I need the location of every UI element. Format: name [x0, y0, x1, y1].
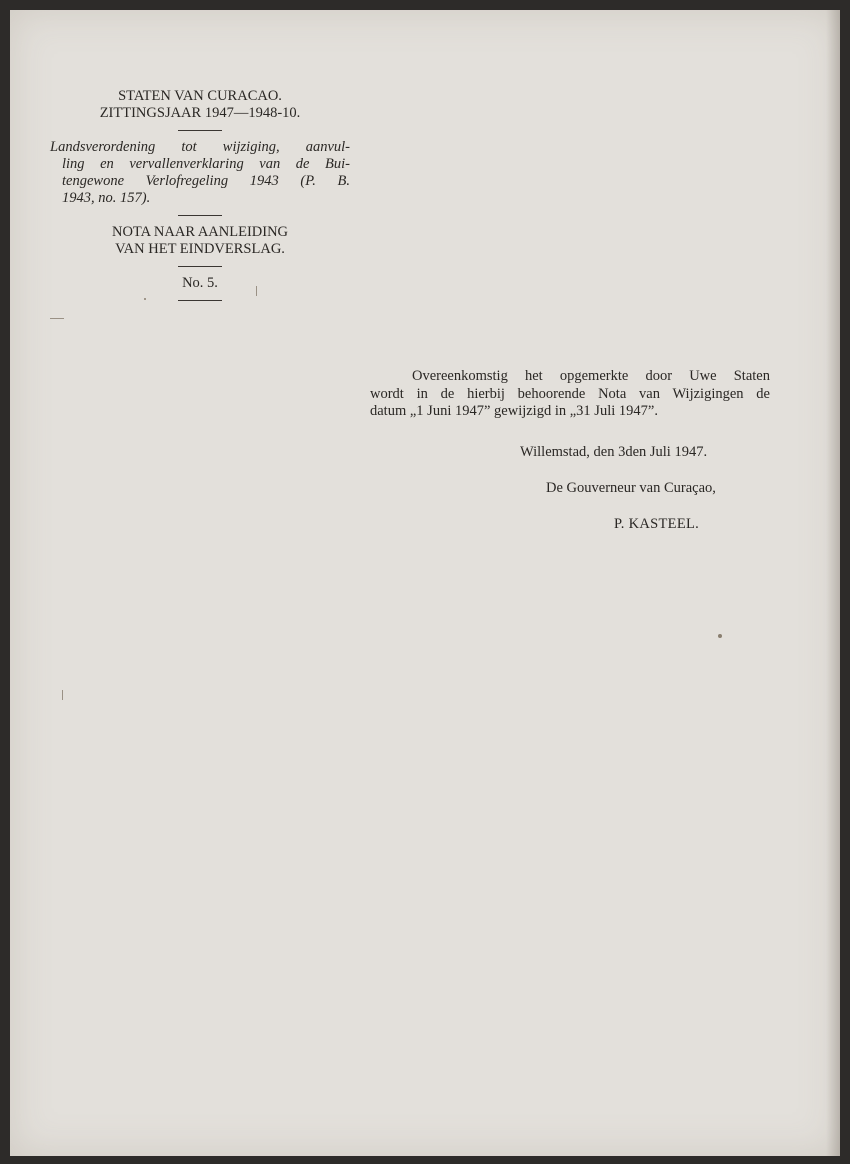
header-line-2: ZITTINGSJAAR 1947—1948-10. [99, 105, 301, 121]
subject-line-2: VAN HET EINDVERSLAG. [115, 241, 285, 257]
body-line: datum „1 Juni 1947” gewijzigd in „31 Juli 1947”. [370, 403, 658, 419]
heading-block [50, 88, 350, 309]
title-line: 1943, no. 157). [62, 190, 151, 206]
ordinance-title [50, 139, 350, 207]
body-block [370, 368, 770, 532]
signatory-name: P. KASTEEL. [614, 516, 700, 532]
page-edge-shadow [826, 10, 840, 1156]
divider [178, 130, 222, 131]
subject-line-1: NOTA NAAR AANLEIDING [111, 224, 289, 240]
body-line: Overeenkomstig het opgemerkte door Uwe Staten [412, 368, 770, 384]
header-line-1: STATEN VAN CURACAO. [118, 88, 282, 104]
place-and-date: Willemstad, den 3den Juli 1947. [520, 444, 708, 460]
title-line: ling en vervallenverklaring van de Bui- [62, 156, 350, 172]
divider [178, 215, 222, 216]
body-paragraph [370, 368, 770, 421]
divider [178, 266, 222, 267]
paper-mark [62, 690, 63, 700]
paper-mark [50, 318, 64, 319]
signatory-title: De Gouverneur van Curaçao, [546, 480, 716, 496]
divider [178, 300, 222, 301]
paper-speck [144, 298, 146, 300]
paper-speck [718, 634, 722, 638]
body-line: wordt in de hierbij behoorende Nota van Wijzigingen de [370, 385, 770, 402]
paper-mark [256, 286, 257, 296]
title-line: Landsverordening tot wijziging, aanvul- [50, 139, 350, 155]
document-page [10, 10, 840, 1156]
title-line: tengewone Verlofregeling 1943 (P. B. [62, 173, 350, 189]
document-number: No. 5. [182, 275, 218, 291]
